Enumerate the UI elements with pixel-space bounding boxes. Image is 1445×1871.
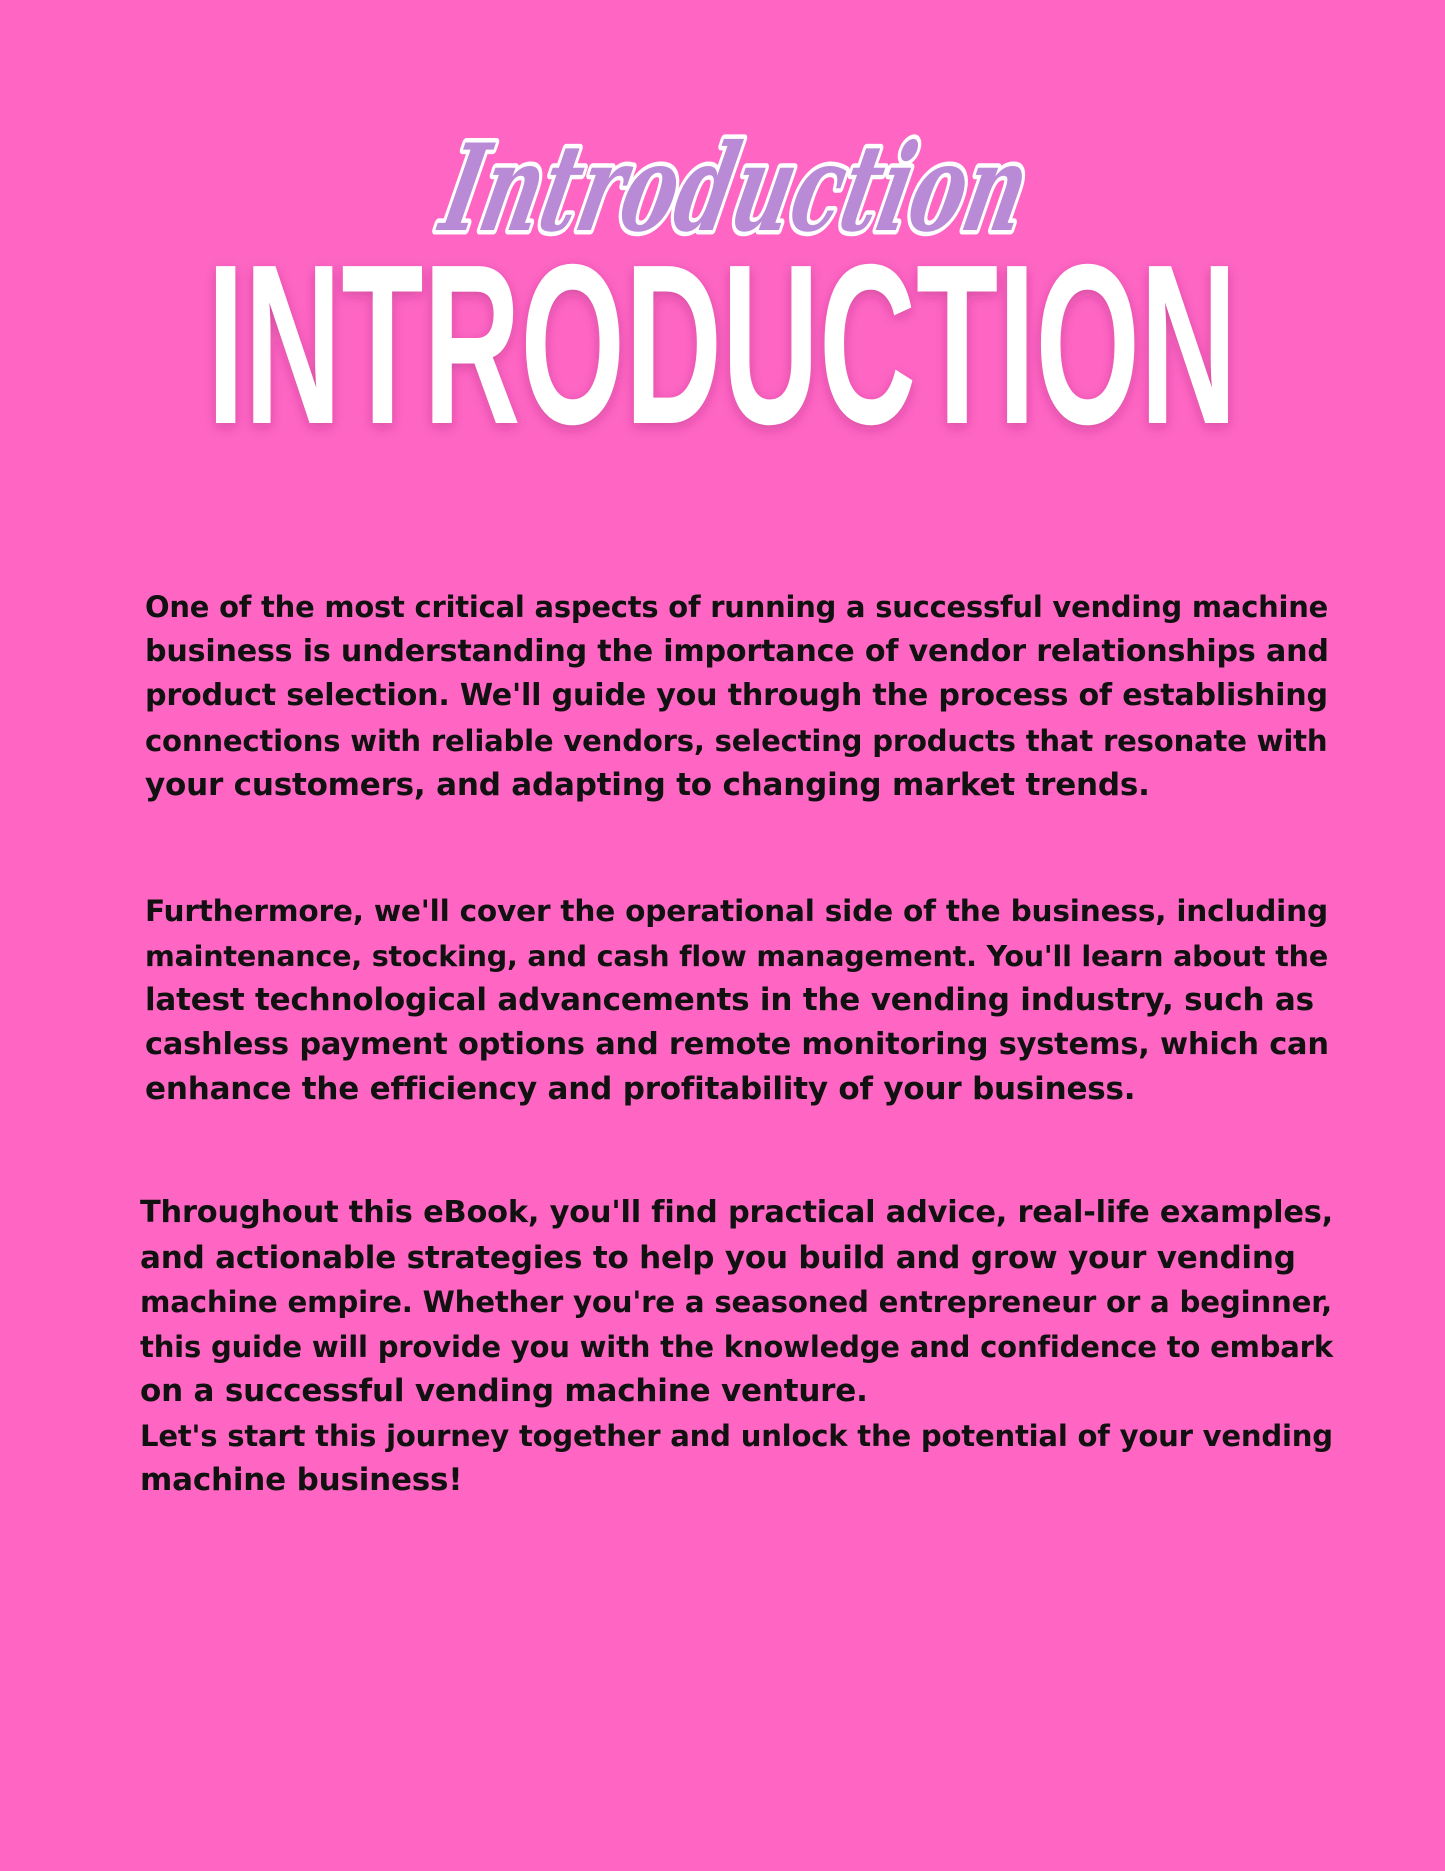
paragraph-line: machine empire. Whether you're a seasoned entrepreneur or a beginner, — [140, 1285, 1333, 1319]
paragraph-line: machine business! — [140, 1462, 463, 1498]
heading-block-text: INTRODUCTION — [207, 218, 1237, 440]
paragraph-line: Let's start this journey together and unlock the potential of your vending — [140, 1418, 1333, 1453]
paragraph-line: maintenance, stocking, and cash flow management. You'll learn about the — [145, 938, 1328, 973]
paragraph-line: One of the most critical aspects of running a successful vending machine — [145, 590, 1329, 624]
paragraph-line: latest technological advancements in the vending industry, such as — [145, 982, 1314, 1018]
paragraph-line: cashless payment options and remote monitoring systems, which can — [145, 1026, 1329, 1062]
paragraph-operations — [145, 889, 1335, 1112]
paragraph-line: enhance the efficiency and profitability of your business. — [145, 1071, 1136, 1107]
paragraph-line: your customers, and adapting to changing market trends. — [145, 767, 1150, 803]
title-block — [0, 95, 1445, 440]
paragraph-line: this guide will provide you with the knowledge and confidence to embark — [140, 1329, 1333, 1364]
title-graphic — [0, 95, 1445, 440]
paragraph-line: and actionable strategies to help you build and grow your vending — [140, 1239, 1296, 1276]
heading-script-text: Introduction — [431, 117, 1316, 259]
paragraph-line: connections with reliable vendors, selecting products that resonate with — [145, 723, 1328, 758]
paragraph-line: Furthermore, we'll cover the operational side of the business, including — [145, 894, 1328, 928]
paragraph-line: business is understanding the importance of vendor relationships and — [145, 633, 1329, 669]
paragraph-line: Throughout this eBook, you'll find practical advice, real-life examples, — [140, 1195, 1334, 1230]
paragraph-vendor-relationships — [145, 585, 1335, 808]
paragraph-line: on a successful vending machine venture. — [140, 1373, 868, 1409]
paragraph-line: product selection. We'll guide you through the process of establishing — [145, 678, 1328, 713]
paragraph-ebook-overview — [140, 1191, 1340, 1503]
